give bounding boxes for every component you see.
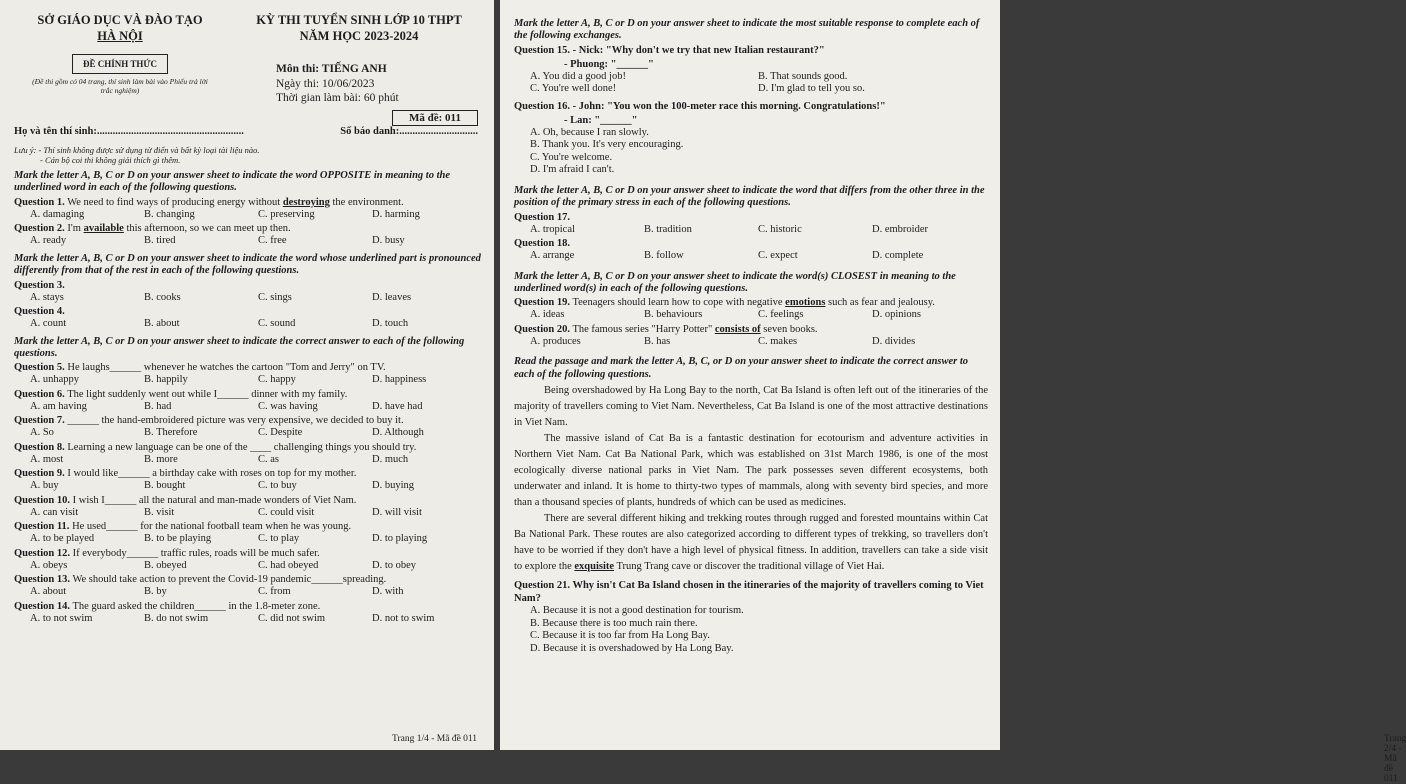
passage-paragraph-3: There are several different hiking and trekking routes through rugged and forested mountains within Cat Ba National Park. These routes are also categorized according to different types of trekking, so travellers don't have to be worried if they don't have a high level of physical fitness. In addition, travellers can take a side visit to explore the exquisite Trung Trang cave or discover the traditional village of Viet Hai. [514,513,988,573]
instruction-correct-answer: Mark the letter A, B, C or D on your answer sheet to indicate the correct answer to each of the following questions. [14,335,465,360]
passage-paragraph-1: Being overshadowed by Ha Long Bay to the north, Cat Ba Island is often left out of the itineraries of the majority of travellers coming to Viet Nam. Nevertheless, Cat Ba Island is one of the most attractive destinations in Viet Nam. [514,385,988,429]
question-16-reply: - Lan: "______" [564,114,638,126]
question-7: Question 7. ______ the hand-embroidered picture was very expensive, we decided to buy it. [14,415,404,427]
question-18: Question 18. [514,238,571,250]
instruction-opposite: Mark the letter A, B, C or D on your answer sheet to indicate the word OPPOSITE in meaning to the underlined word in each of the following questions. [14,170,450,194]
question-8: Question 8. Learning a new language can be one of the ____ challenging things you should try. [14,441,417,453]
question-5: Question 5. He laughs______ whenever he watches the cartoon "Tom and Jerry" on TV. [14,362,386,374]
question-5-options: A. unhappy B. happily C. happy D. happiness [30,374,427,386]
question-14-options: A. to not swim B. do not swim C. did not swim D. not to swim [30,612,435,624]
passage-paragraph-2: The massive island of Cat Ba is a fantastic destination for ecotourism and adventure activities in Northern Viet Nam. Cat Ba National Park, which was established on 31st March 1986, is one of the most ecologically diverse national parks in Viet Nam. The park possesses seven different ecosystems, both underwater and inland. It is home to thirty-two types of mammals, along with seventy bird species, and more than a thousand species of plants, hundreds of which can be used as medicines. [514,433,988,509]
official-label: ĐỀ CHÍNH THỨC [72,54,168,74]
question-4: Question 4. [14,306,65,318]
question-13-options: A. about B. by C. from D. with [30,586,404,598]
question-20-options: A. produces B. has C. makes D. divides [530,335,916,347]
question-10-options: A. can visit B. visit C. could visit D. will visit [30,506,422,518]
question-1-options: A. damaging B. changing C. preserving D. harming [30,208,420,220]
question-19-options: A. ideas B. behaviours C. feelings D. opinions [530,309,922,321]
question-15-reply: - Phuong: "______" [564,58,654,70]
question-3: Question 3. [14,279,65,291]
question-3-options: A. stays B. cooks C. sings D. leaves [30,291,412,303]
issuing-authority: SỞ GIÁO DỤC VÀ ĐÀO TẠO HÀ NỘI ĐỀ CHÍNH THỨC (Đề thi gồm có 04 trang, thí sinh làm bài vào Phiếu trả lời trắc nghiệm) [30,12,210,95]
question-20: Question 20. The famous series "Harry Potter" consists of seven books. [514,323,818,335]
question-18-options: A. arrange B. follow C. expect D. complete [530,250,924,262]
question-21-options: A. Because it is not a good destination for tourism. B. Because there is too much rain there. C. Because it is too far from Ha Long Bay. D. Because it is overshadowed by Ha Long Bay. [530,605,744,654]
question-6-options: A. am having B. had C. was having D. have had [30,400,423,412]
official-note: (Đề thi gồm có 04 trang, thí sinh làm bài vào Phiếu trả lời trắc nghiệm) [32,77,208,95]
page-footer: Trang 2/4 - Mã đề 011 [1384,734,1406,784]
instruction-pronunciation: Mark the letter A, B, C or D on your answer sheet to indicate the word whose underlined part is pronounced differently from that of the rest in each of the following questions. [14,252,481,277]
instruction-closest: Mark the letter A, B, C or D on your answer sheet to indicate the word(s) CLOSEST in meaning to the underlined word(s) in each of the following questions. [514,270,956,295]
question-10: Question 10. I wish I______ all the natural and man-made wonders of Viet Nam. [14,494,357,506]
exam-code: Mã đề: 011 [392,110,478,126]
exam-page-2 [500,0,1406,784]
question-9-options: A. buy B. bought C. to buy D. buying [30,480,414,492]
question-1: Question 1. We need to find ways of producing energy without destroying the environment. [14,196,404,208]
exam-notes: Lưu ý: - Thí sinh không được sử dụng từ điển và bất kỳ loại tài liệu nào. - Cán bộ coi thi không giải thích gì thêm. [14,145,260,165]
question-15: Question 15. - Nick: "Why don't we try that new Italian restaurant?" [514,44,825,56]
question-17-options: A. tropical B. tradition C. historic D. embroider [530,223,928,235]
candidate-info [14,126,484,137]
instruction-response: Mark the letter A, B, C or D on your answer sheet to indicate the most suitable response to complete each of the following exchanges. [514,18,980,42]
question-13: Question 13. We should take action to prevent the Covid-19 pandemic______spreading. [14,574,387,586]
question-21: Question 21. Why isn't Cat Ba Island chosen in the itineraries of the majority of travellers coming to Viet Nam? [514,580,984,605]
question-9: Question 9. I would like______ a birthday cake with roses on top for my mother. [14,468,357,480]
exam-title: KỲ THI TUYỂN SINH LỚP 10 THPT NĂM HỌC 2023-2024 [256,13,462,43]
question-17: Question 17. [514,211,571,223]
question-16: Question 16. - John: "You won the 100-meter race this morning. Congratulations!" [514,100,886,112]
question-2-options: A. ready B. tired C. free D. busy [30,235,405,247]
exam-info [276,62,399,106]
subject: Môn thi: TIẾNG ANH [276,63,387,75]
question-4-options: A. count B. about C. sound D. touch [30,318,409,330]
question-19: Question 19. Teenagers should learn how to cope with negative emotions such as fear and jealousy. [514,297,935,309]
question-14: Question 14. The guard asked the children______ in the 1.8-meter zone. [14,600,321,612]
instruction-stress: Mark the letter A, B, C or D on your answer sheet to indicate the word that differs from the other three in the position of the primary stress in each of the following questions. [514,184,985,209]
instruction-reading: Read the passage and mark the letter A, B, C, or D on your answer sheet to indicate the correct answer to each of the following questions. [514,356,969,380]
question-12: Question 12. If everybody______ traffic rules, roads will be much safer. [14,547,320,559]
exam-page-1 [0,0,494,750]
exam-duration: Thời gian làm bài: 60 phút [276,92,399,104]
reading-passage [514,383,988,575]
exam-date: Ngày thi: 10/06/2023 [276,77,375,90]
question-11-options: A. to be played B. to be playing C. to play D. to playing [30,533,428,545]
question-7-options: A. So B. Therefore C. Despite D. Although [30,427,424,439]
question-15-options: A. You did a good job! B. That sounds good. C. You're well done! D. I'm glad to tell you so. [530,70,865,95]
question-16-options: A. Oh, because I ran slowly. B. Thank you. It's very encouraging. C. You're welcome. D. I'm afraid I can't. [530,126,684,176]
question-2: Question 2. I'm available this afternoon, so we can meet up then. [14,223,291,235]
question-12-options: A. obeys B. obeyed C. had obeyed D. to obey [30,559,417,571]
exam-header [14,6,484,124]
question-11: Question 11. He used______ for the national football team when he was young. [14,521,352,533]
page-footer: Trang 1/4 - Mã đề 011 [392,734,478,744]
question-6: Question 6. The light suddenly went out while I______ dinner with my family. [14,388,348,400]
candidate-number-field: Số báo danh:.............................. [340,126,478,137]
candidate-name-field: Họ và tên thí sinh:........................................................ [14,126,244,137]
question-8-options: A. most B. more C. as D. much [30,453,409,465]
